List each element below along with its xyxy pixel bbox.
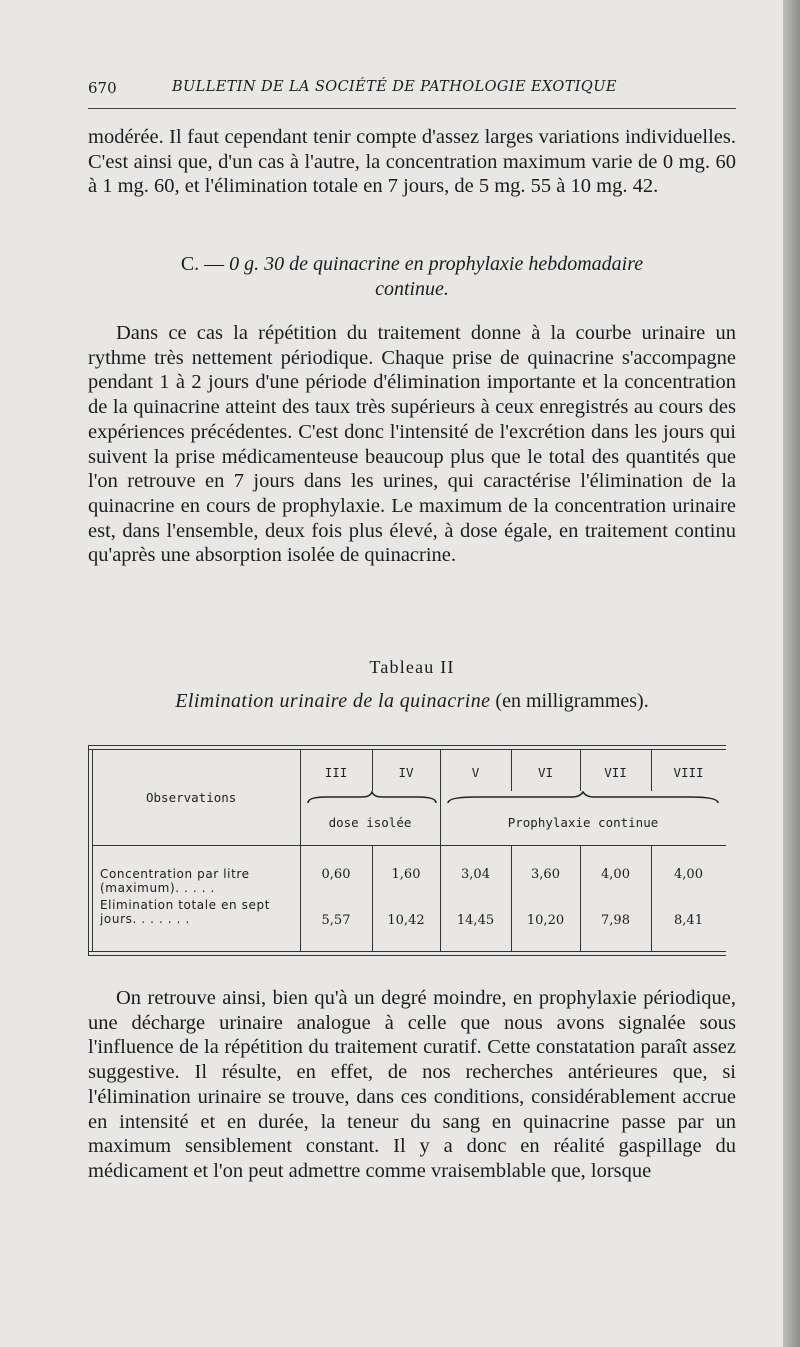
column-header: IV [398, 765, 414, 780]
row-label-line: (maximum). . . . . [100, 881, 215, 895]
table-border-bottom-inner [88, 951, 726, 952]
row-label-concentration [100, 867, 250, 895]
table-cell: 4,00 [674, 867, 703, 882]
row-label-line: Elimination totale en sept [100, 898, 271, 912]
table-col-rule [651, 845, 652, 952]
row-label-line: jours. . . . . . . [100, 912, 190, 926]
page-edge [783, 0, 800, 1347]
table-border-bottom [88, 955, 726, 956]
table-col-rule [511, 845, 512, 952]
paragraph-prophylaxis: Dans ce cas la répétition du traitement donne à la courbe urinaire un rythme très nettement périodique. Chaque prise de quinacrine s'accompagne pendant 1 à 2 jours d'une période d'élimination importante et la concentration de la quinacrine atteint des taux très supérieurs à ceux enregistrés au cours des expériences précédentes. C'est donc l'intensité de l'excrétion dans les jours qui suivent la prise médicamenteuse beaucoup plus que le total des quantités que l'on retrouve en 7 jours dans les urines, qui caractérise l'élimination de la quinacrine en cours de prophylaxie. Le maximum de la concentration urinaire est, dans l'ensemble, deux fois plus élevé, à dose égale, en traitement continu qu'après une absorption isolée de quinacrine. [88, 322, 736, 567]
table-border-left [88, 745, 89, 956]
table-cell: 10,42 [387, 913, 425, 928]
table-border-top [88, 745, 726, 746]
table-cell: 4,00 [601, 867, 630, 882]
column-header: VIII [673, 765, 704, 780]
table-header-rule [92, 845, 726, 846]
paragraph-intro: modérée. Il faut cependant tenir compte d'assez larges variations individuelles. C'est ainsi que, d'un cas à l'autre, la concentration maximum varie de 0 mg. 60 à 1 mg. 60, et l'élimination totale en 7 jours, de 5 mg. 55 à 10 mg. 42. [88, 126, 736, 198]
running-title: BULLETIN DE LA SOCIÉTÉ DE PATHOLOGIE EXOTIQUE [172, 79, 617, 95]
group-label-prophylaxis: Prophylaxie continue [507, 815, 659, 830]
table-caption-rest: (en milligrammes). [495, 690, 649, 712]
brace-prophylaxis [446, 791, 720, 805]
table-cell: 3,60 [531, 867, 560, 882]
table-border-left-inner [92, 749, 93, 952]
column-header: VII [604, 765, 627, 780]
table-cell: 5,57 [321, 913, 351, 928]
table-label: Tableau II [369, 657, 455, 677]
section-letter: C. — [180, 253, 225, 275]
section-title-line1: 0 g. 30 de quinacrine en prophylaxie hebdomadaire [229, 253, 644, 275]
table-cell: 1,60 [391, 867, 421, 882]
row-label-elimination [100, 898, 270, 926]
column-header: VI [537, 765, 554, 780]
table-col-rule [580, 845, 581, 952]
table-cell: 8,41 [674, 913, 703, 928]
table-col-rule [372, 845, 373, 952]
table-caption-italic: Elimination urinaire de la quinacrine [175, 690, 491, 712]
table-cell: 3,04 [461, 867, 490, 882]
brace-isolated [306, 791, 438, 805]
paragraph-conclusion: On retrouve ainsi, bien qu'à un degré moindre, en prophylaxie périodique, une décharge urinaire analogue à celle que nous avons signalée sous l'influence de la répétition du traitement curatif. Cette constatation paraît assez suggestive. Il résulte, en effet, de nos recherches antérieures que, si l'élimination urinaire se trouve, dans ces conditions, considérablement accrue en intensité et en durée, la teneur du sang en quinacrine passe par un maximum sensiblement constant. Il y a donc en réalité gaspillage du médicament et l'on peut admettre comme vraisemblable que, lorsque [88, 987, 736, 1182]
table-cell: 0,60 [321, 867, 351, 882]
section-heading [88, 252, 736, 302]
header-rule [88, 108, 736, 109]
page-header [88, 79, 738, 107]
observations-header: Observations [146, 790, 237, 805]
section-title-line2: continue. [375, 278, 449, 300]
table-cell: 14,45 [456, 913, 495, 928]
column-header: III [324, 765, 348, 780]
table-cell: 10,20 [526, 913, 565, 928]
row-label-line: Concentration par litre [100, 867, 250, 881]
data-table [88, 745, 726, 957]
page-number: 670 [88, 79, 117, 97]
group-label-isolated: dose isolée [328, 815, 412, 830]
column-header: V [471, 765, 480, 780]
table-cell: 7,98 [601, 913, 630, 928]
table-caption [88, 690, 736, 713]
table-border-top-inner [88, 749, 726, 750]
